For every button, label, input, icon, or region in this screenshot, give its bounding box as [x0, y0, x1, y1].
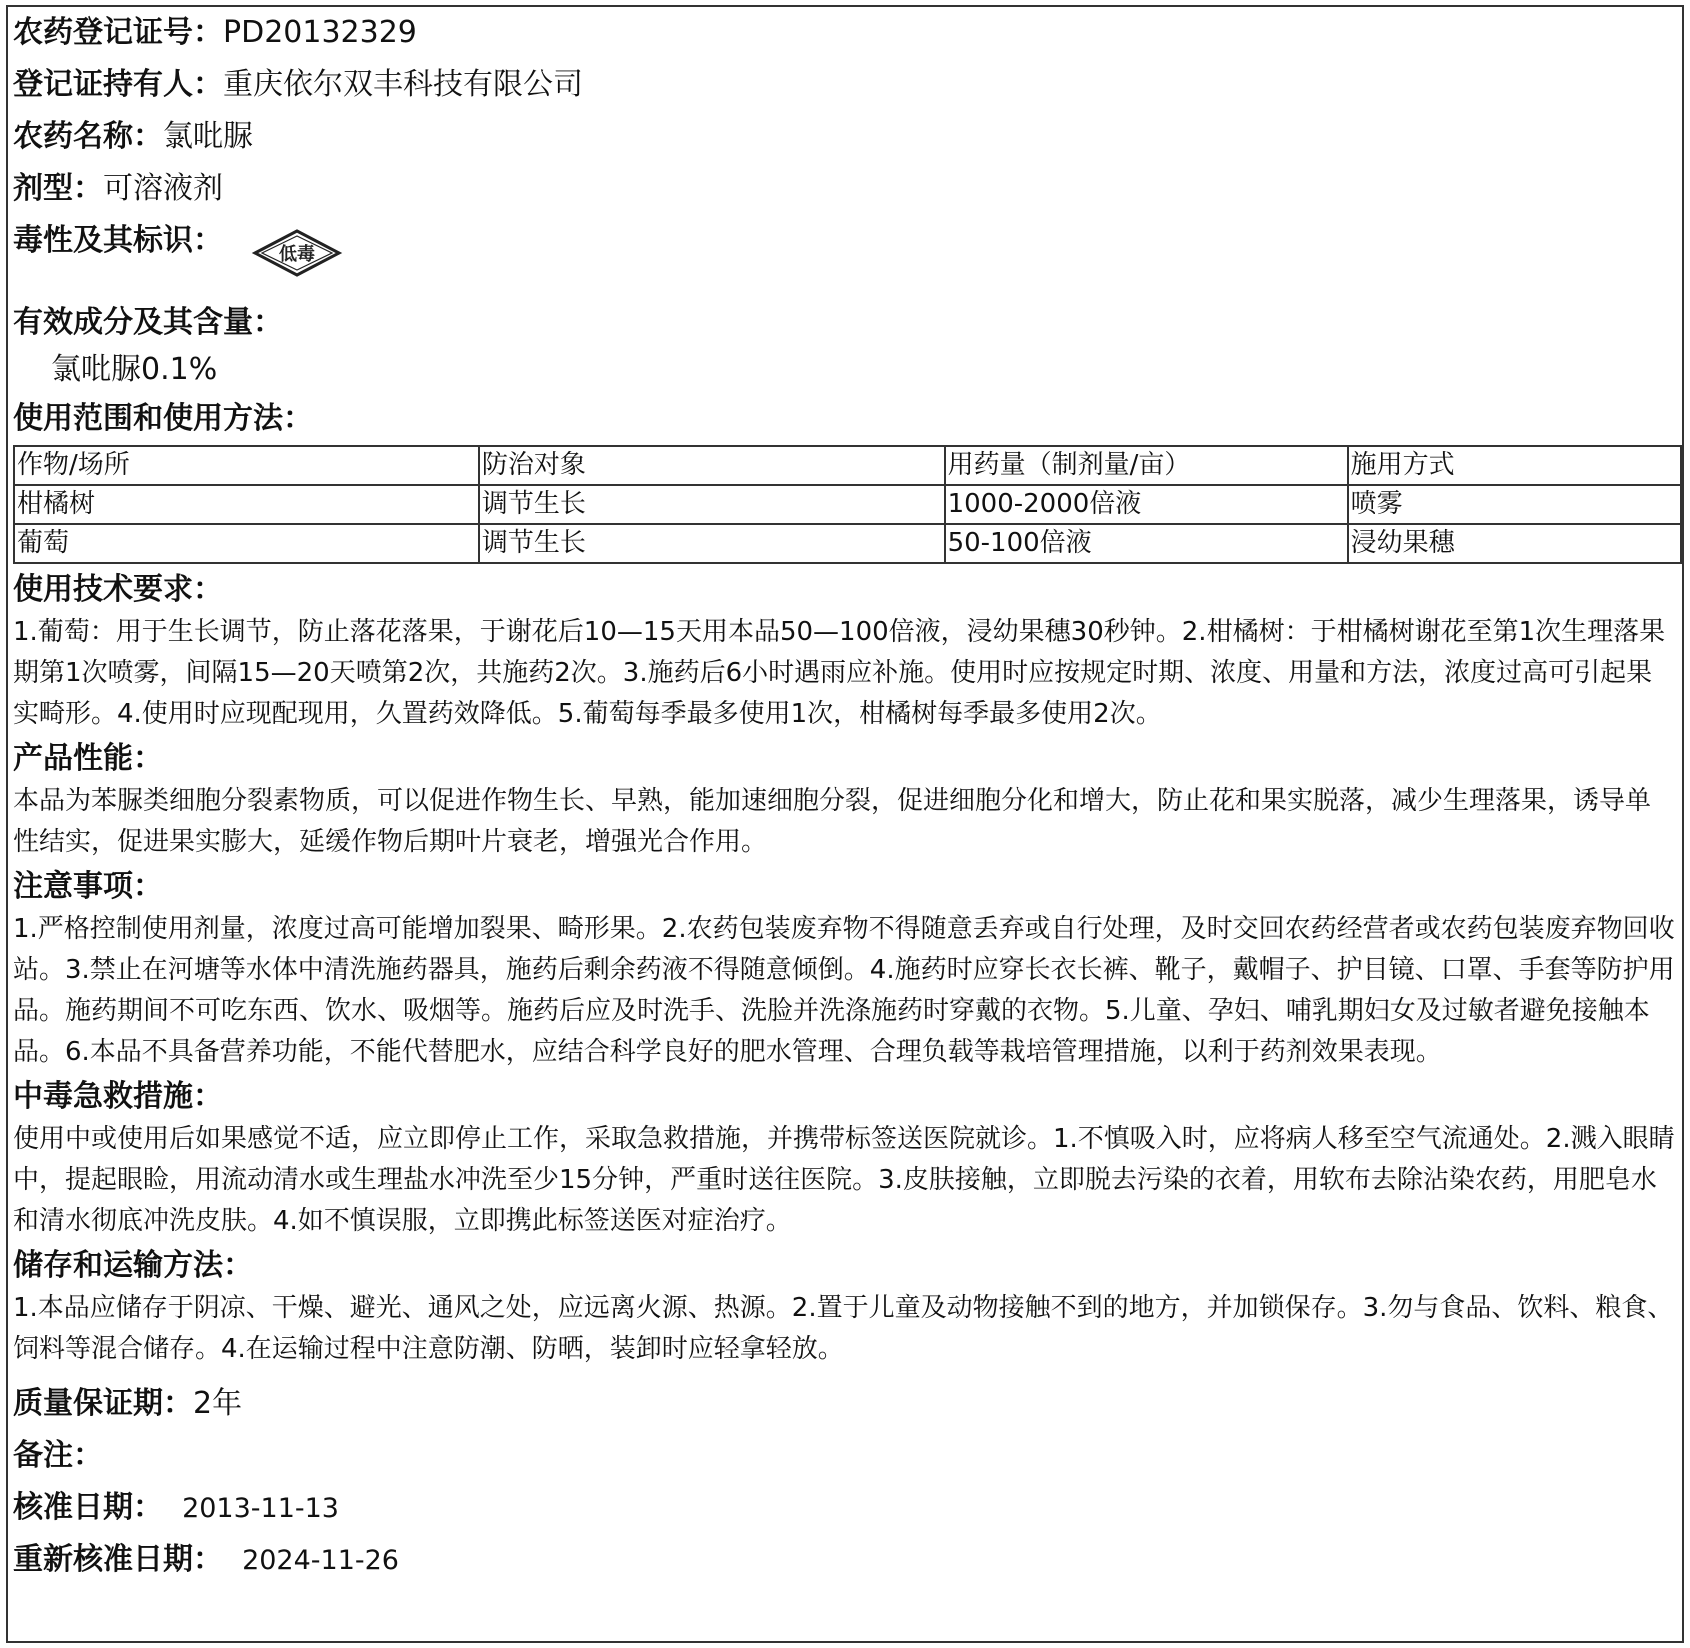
- holder-value: 重庆依尔双丰科技有限公司: [223, 67, 583, 102]
- performance-text: 本品为苯脲类细胞分裂素物质，可以促进作物生长、早熟，能加速细胞分裂，促进细胞分化和增大，防止花和果实脱落，减少生理落果，诱导单性结实，促进果实膨大，延缓作物后期叶片衰老，增强光合作用。: [13, 786, 1652, 857]
- usage-cell-target: 调节生长: [479, 524, 945, 563]
- precautions-text: 1.严格控制使用剂量，浓度过高可能增加裂果、畸形果。2.农药包装废弃物不得随意丢弃或自行处理，及时交回农药经营者或农药包装废弃物回收站。3.禁止在河塘等水体中清洗施药器具，施药后剩余药液不得随意倾倒。4.施药时应穿长衣长裤、靴子，戴帽子、护目镜、口罩、手套等防护用品。施药期间不可吃东西、饮水、吸烟等。施药后应及时洗手、洗脸并洗涤施药时穿戴的衣物。5.儿童、孕妇、哺乳期妇女及过敏者避免接触本品。6.本品不具备营养功能，不能代替肥水，应结合科学良好的肥水管理、合理负载等栽培管理措施，以利于药剂效果表现。: [13, 914, 1675, 1067]
- pesticide-label-document: [6, 5, 1684, 1643]
- ingredients-value: 氯吡脲0.1%: [51, 352, 218, 387]
- approval-date-row: [13, 1482, 1682, 1534]
- low-toxicity-badge-icon: [251, 227, 343, 279]
- pesticide-name-value: 氯吡脲: [163, 119, 253, 154]
- registration-number-row: [13, 7, 1682, 59]
- usage-cell-method: 浸幼果穗: [1348, 524, 1681, 563]
- formulation-value: 可溶液剂: [103, 171, 223, 206]
- usage-table-header-row: [14, 446, 1681, 485]
- usage-cell-dosage: 1000-2000倍液: [945, 485, 1348, 524]
- reapproval-date-label: 重新核准日期：: [13, 1542, 223, 1577]
- first-aid-text: 使用中或使用后如果感觉不适，应立即停止工作，采取急救措施，并携带标签送医院就诊。1.不慎吸入时，应将病人移至空气流通处。2.溅入眼睛中，提起眼睑，用流动清水或生理盐水冲洗至少15分钟，严重时送往医院。3.皮肤接触，立即脱去污染的衣着，用软布去除沾染农药，用肥皂水和清水彻底冲洗皮肤。4.如不慎误服，立即携此标签送医对症治疗。: [13, 1124, 1675, 1236]
- toxicity-badge-text: 低毒: [279, 244, 315, 265]
- holder-row: [13, 59, 1682, 111]
- table-row: [14, 524, 1681, 563]
- ingredients-label: 有效成分及其含量：: [13, 305, 283, 340]
- tech-requirements-heading: 使用技术要求：: [13, 572, 223, 607]
- shelf-life-value: 2年: [193, 1386, 243, 1421]
- usage-cell-crop: 柑橘树: [14, 485, 479, 524]
- remarks-row: [13, 1430, 1682, 1482]
- tech-requirements-text: 1.葡萄：用于生长调节，防止落花落果，于谢花后10—15天用本品50—100倍液，浸幼果穗30秒钟。2.柑橘树：于柑橘树谢花至第1次生理落果期第1次喷雾，间隔15—20天喷第2次，共施药2次。3.施药后6小时遇雨应补施。使用时应按规定时期、浓度、用量和方法，浓度过高可引起果实畸形。4.使用时应现配现用，久置药效降低。5.葡萄每季最多使用1次，柑橘树每季最多使用2次。: [13, 617, 1666, 729]
- storage-text: 1.本品应储存于阴凉、干燥、避光、通风之处，应远离火源、热源。2.置于儿童及动物接触不到的地方，并加锁保存。3.勿与食品、饮料、粮食、饲料等混合储存。4.在运输过程中注意防潮、防晒，装卸时应轻拿轻放。: [13, 1293, 1674, 1364]
- usage-cell-method: 喷雾: [1348, 485, 1681, 524]
- formulation-row: [13, 163, 1682, 215]
- storage-heading: 储存和运输方法：: [13, 1248, 253, 1283]
- first-aid-heading: 中毒急救措施：: [13, 1079, 223, 1114]
- precautions-heading: 注意事项：: [13, 869, 163, 904]
- ingredients-value-row: [13, 349, 1682, 395]
- holder-label: 登记证持有人：: [13, 67, 223, 102]
- remarks-label: 备注：: [13, 1438, 103, 1473]
- approval-date-label: 核准日期：: [13, 1490, 163, 1525]
- toxicity-row: [13, 215, 1682, 297]
- reapproval-date-row: [13, 1534, 1682, 1586]
- usage-table: [13, 445, 1682, 564]
- registration-number-label: 农药登记证号：: [13, 15, 223, 50]
- usage-header-target: 防治对象: [479, 446, 945, 485]
- table-row: [14, 485, 1681, 524]
- pesticide-name-label: 农药名称：: [13, 119, 163, 154]
- usage-header-method: 施用方式: [1348, 446, 1681, 485]
- shelf-life-label: 质量保证期：: [13, 1386, 193, 1421]
- usage-cell-dosage: 50-100倍液: [945, 524, 1348, 563]
- performance-heading: 产品性能：: [13, 741, 163, 776]
- formulation-label: 剂型：: [13, 171, 103, 206]
- shelf-life-row: [13, 1378, 1682, 1430]
- usage-cell-crop: 葡萄: [14, 524, 479, 563]
- usage-cell-target: 调节生长: [479, 485, 945, 524]
- registration-number-value: PD20132329: [223, 15, 417, 50]
- pesticide-name-row: [13, 111, 1682, 163]
- toxicity-label: 毒性及其标识：: [13, 223, 223, 258]
- approval-date-value: 2013-11-13: [182, 1493, 339, 1524]
- reapproval-date-value: 2024-11-26: [242, 1545, 399, 1576]
- usage-header-dosage: 用药量（制剂量/亩）: [945, 446, 1348, 485]
- usage-heading: 使用范围和使用方法：: [13, 401, 313, 436]
- ingredients-heading-row: [13, 297, 1682, 349]
- usage-header-crop: 作物/场所: [14, 446, 479, 485]
